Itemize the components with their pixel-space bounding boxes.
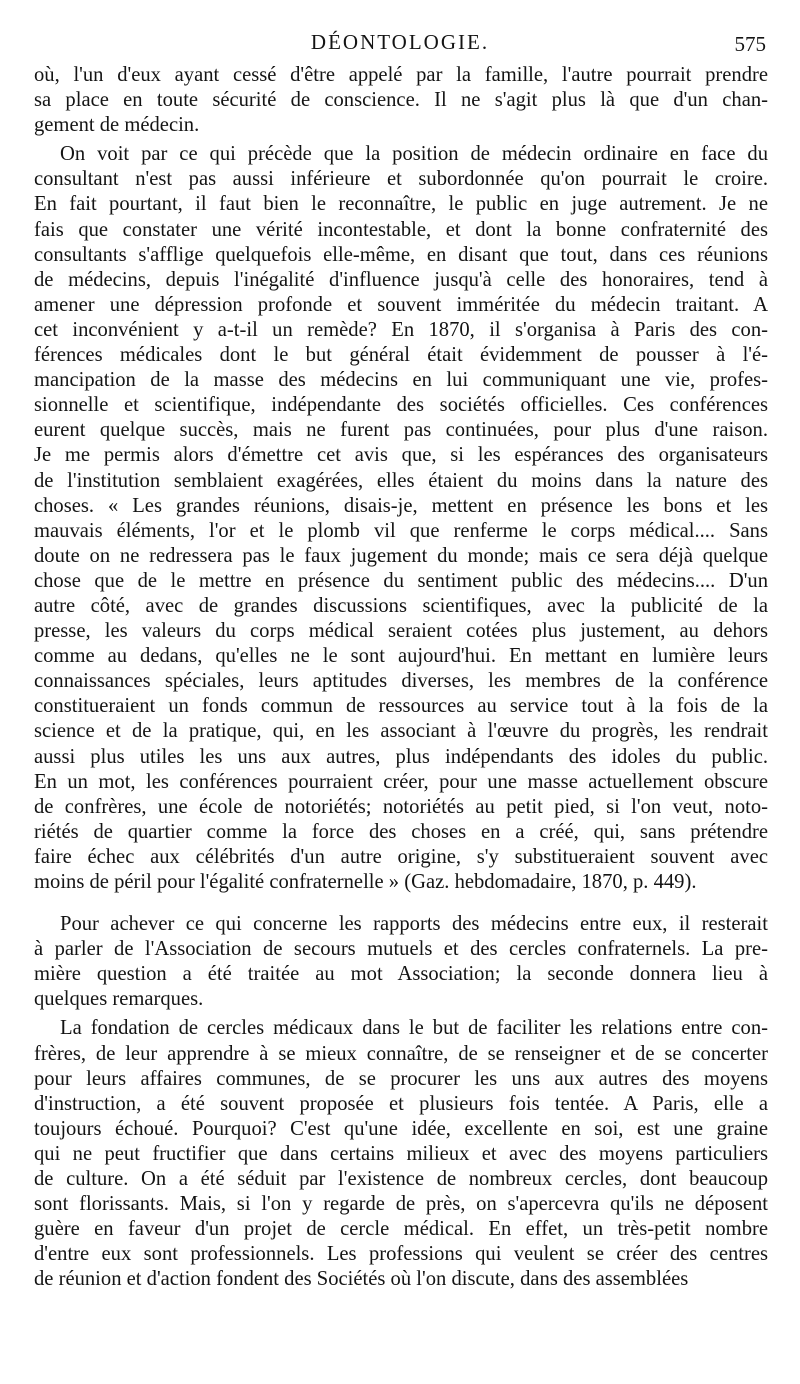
text-line: La fondation de cercles médicaux dans le but de faciliter les relations entre con- [60, 1017, 768, 1040]
text-line: mière question a été traitée au mot Association; la seconde donnera lieu à [34, 963, 768, 986]
text-line: presse, les valeurs du corps médical seraient cotées plus justement, au dehors [34, 620, 768, 643]
text-line: doute on ne redressera pas le faux jugement du monde; mais ce sera déjà quelque [34, 544, 768, 567]
text-line: sont florissants. Mais, si l'on y regarde de près, on s'apercevra qu'ils ne déposent [34, 1193, 768, 1216]
text-line: moins de péril pour l'égalité confraternelle » (Gaz. hebdomadaire, 1870, p. 449). [34, 871, 697, 893]
text-line: toujours échoué. Pourquoi? C'est qu'une idée, excellente en soi, est une graine [34, 1117, 768, 1140]
text-line: d'entre eux sont professionnels. Les professions qui veulent se créer des centres [34, 1243, 768, 1266]
text-line: quelques remarques. [34, 988, 204, 1011]
paragraph-2 [34, 142, 768, 895]
text-line: fais que constater une vérité incontestable, et dont la bonne confraternité des [34, 218, 768, 241]
text-line: de confrères, une école de notoriétés; notoriétés au petit pied, si l'on veut, noto- [34, 795, 768, 818]
text-line: de réunion et d'action fondent des Sociétés où l'on discute, dans des assemblées [34, 1268, 689, 1291]
page-number: 575 [734, 32, 766, 56]
text-line: aussi plus utiles les uns aux autres, plus indépendants des idoles du public. [34, 745, 768, 768]
text-line: sa place en toute sécurité de conscience. Il ne s'agit plus là que d'un chan- [34, 89, 768, 112]
paragraph-1 [34, 63, 768, 138]
text-line: consultants s'afflige quelquefois elle-même, en disant que tout, dans ces réunions [34, 243, 768, 266]
paragraph-3 [34, 912, 768, 1012]
text-line: amener une dépression profonde et souvent imméritée du médecin traitant. A [34, 293, 768, 316]
text-line: mauvais éléments, l'or et le plomb vil que renferme le corps médical.... Sans [34, 519, 768, 542]
text-line: sionnelle et scientifique, indépendante des sociétés officielles. Ces conférences [34, 394, 768, 417]
text-line: férences médicales dont le but général était évidemment de pousser à l'é- [34, 344, 768, 367]
text-line: consultant n'est pas aussi inférieure et subordonnée qu'on pourrait le croire. [34, 168, 768, 191]
text-line: d'instruction, a été souvent proposée et plusieurs fois tentée. A Paris, elle a [34, 1092, 768, 1115]
text-line: En un mot, les conférences pourraient créer, pour une masse actuellement obscure [34, 770, 768, 793]
text-line: connaissances spéciales, leurs aptitudes diverses, les membres de la conférence [34, 670, 768, 693]
text-line: gement de médecin. [34, 114, 200, 137]
text-line: En fait pourtant, il faut bien le reconnaître, le public en juge autrement. Je ne [34, 193, 768, 216]
text-line: de médecins, depuis l'inégalité d'influence jusqu'à celle des honoraires, tend à [34, 268, 768, 291]
text-line: Je me permis alors d'émettre cet avis que, si les espérances des organisateurs [34, 444, 768, 467]
text-line: On voit par ce qui précède que la position de médecin ordinaire en face du [60, 143, 768, 166]
running-title: DÉONTOLOGIE. [310, 30, 490, 54]
page-header [34, 30, 766, 60]
text-line: à parler de l'Association de secours mutuels et des cercles confraternels. La pre- [34, 938, 768, 961]
text-line: eurent quelque succès, mais ne furent pas continuées, pour plus d'une raison. [34, 419, 768, 442]
text-line: riétés de quartier comme la force des choses en a créé, qui, sans prétendre [34, 820, 768, 843]
paragraph-4 [34, 1016, 768, 1292]
text-line: choses. « Les grandes réunions, disais-je, mettent en présence les bons et les [34, 494, 768, 517]
text-line: chose que de le mettre en présence du sentiment public des médecins.... D'un [34, 569, 768, 592]
text-line: de l'institution semblaient exagérées, elles étaient du moins dans la nature des [34, 469, 768, 492]
text-line: comme au dedans, qu'elles ne le sont aujourd'hui. En mettant en lumière leurs [34, 645, 768, 668]
text-line: de culture. On a été séduit par l'existence de nombreux cercles, dont beaucoup [34, 1168, 768, 1191]
text-line: faire échec aux célébrités d'un autre origine, s'y substitueraient souvent avec [34, 845, 768, 868]
text-line: cet inconvénient y a-t-il un remède? En 1870, il s'organisa à Paris des con- [34, 318, 768, 341]
text-line: frères, de leur apprendre à se mieux connaître, de se renseigner et de se concerter [34, 1042, 768, 1065]
text-line: Pour achever ce qui concerne les rapports des médecins entre eux, il resterait [60, 913, 768, 936]
text-line: où, l'un d'eux ayant cessé d'être appelé par la famille, l'autre pourrait prendre [34, 64, 768, 86]
text-line: constitueraient un fonds commun de ressources au service tout à la fois de la [34, 695, 768, 718]
text-line: pour leurs affaires communes, de se procurer les uns aux autres des moyens [34, 1067, 768, 1090]
body-text [34, 63, 768, 1293]
text-line: guère en faveur d'un projet de cercle médical. En effet, un très-petit nombre [34, 1218, 768, 1241]
text-line: qui ne peut fructifier que dans certains milieux et avec des moyens particuliers [34, 1142, 768, 1165]
text-line: mancipation de la masse des médecins en lui communiquant une vie, profes- [34, 369, 768, 392]
text-line: science et de la pratique, qui, en les associant à l'œuvre du progrès, les rendrait [34, 720, 768, 743]
text-line: autre côté, avec de grandes discussions scientifiques, avec la publicité de la [34, 594, 768, 617]
